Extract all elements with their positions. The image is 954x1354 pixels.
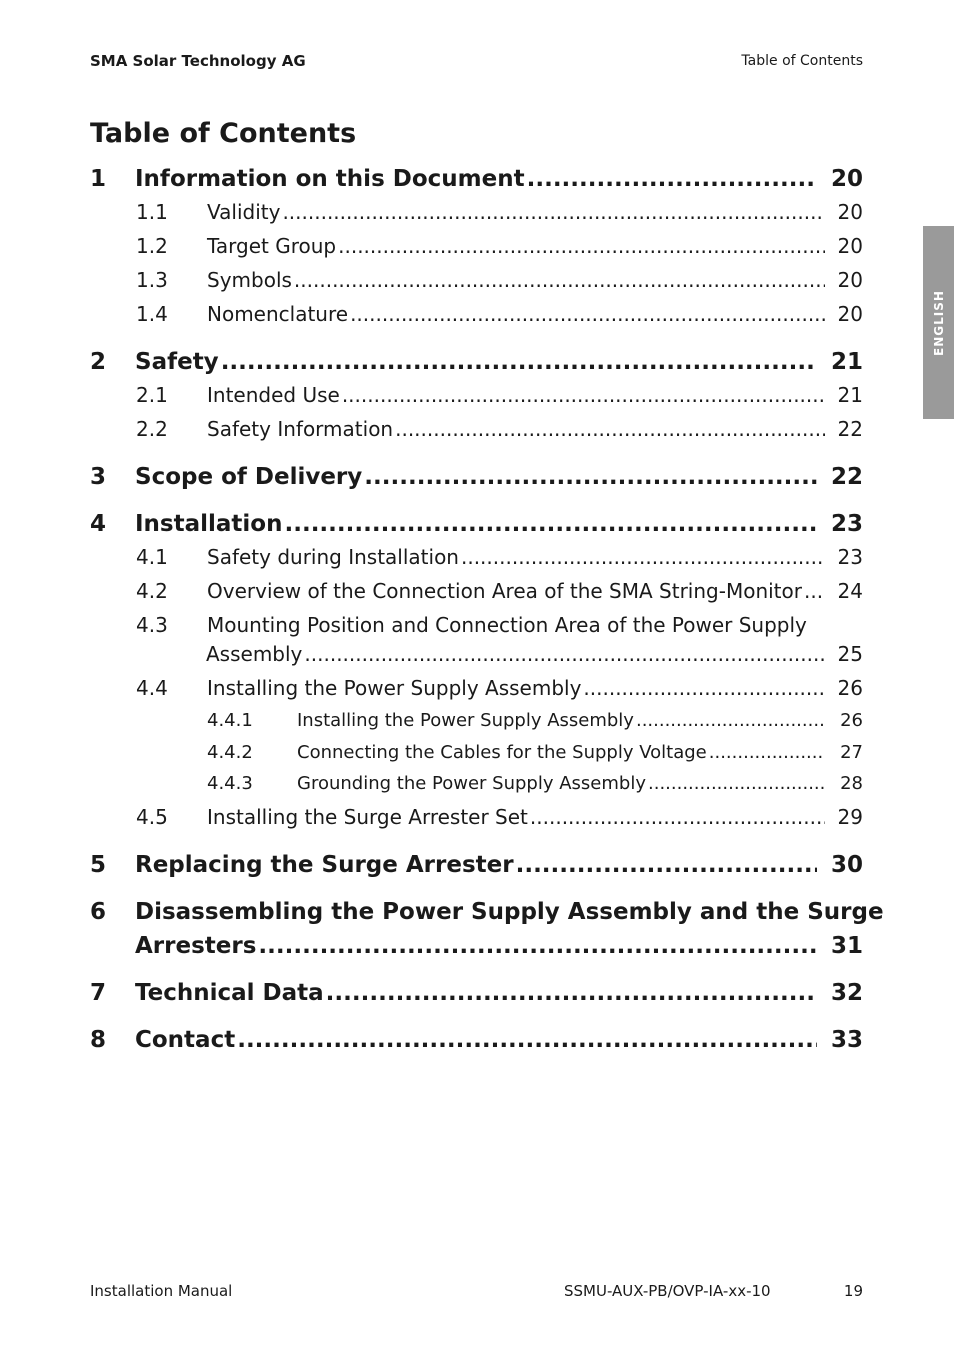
toc-leader bbox=[804, 579, 825, 603]
toc-leader bbox=[527, 166, 817, 192]
toc-number: 1 bbox=[90, 166, 107, 192]
toc-number: 7 bbox=[90, 979, 107, 1006]
toc-number: 4.4.1 bbox=[207, 710, 253, 731]
toc-title-continued: Arresters bbox=[135, 932, 257, 959]
toc-page: 33 bbox=[830, 1026, 863, 1053]
toc-page: 27 bbox=[840, 741, 863, 763]
toc-number: 1.2 bbox=[136, 234, 168, 258]
toc-title: Safety Information bbox=[207, 417, 394, 441]
toc-title: Technical Data bbox=[135, 979, 324, 1006]
toc-page: 30 bbox=[830, 851, 863, 878]
toc-number: 2.2 bbox=[136, 417, 168, 441]
toc-entry-2-1[interactable] bbox=[90, 383, 863, 417]
header-section: Table of Contents bbox=[741, 53, 863, 69]
toc-leader bbox=[338, 234, 825, 258]
toc-title: Safety bbox=[135, 349, 219, 375]
footer-doc-code: SSMU-AUX-PB/OVP-IA-xx-10 bbox=[564, 1282, 771, 1300]
toc-entry-4-3[interactable] bbox=[90, 613, 863, 642]
toc-number: 6 bbox=[90, 898, 107, 925]
toc-entry-1-2[interactable] bbox=[90, 234, 863, 268]
toc-title: Installing the Power Supply Assembly bbox=[297, 710, 634, 731]
toc-title: Replacing the Surge Arrester bbox=[135, 851, 514, 878]
toc-entry-1-3[interactable] bbox=[90, 268, 863, 302]
toc-entry-5[interactable] bbox=[90, 852, 863, 886]
toc-title: Connecting the Cables for the Supply Voltage bbox=[297, 741, 707, 763]
toc-title: Nomenclature bbox=[207, 302, 349, 326]
toc-title-continued: Assembly bbox=[206, 642, 303, 666]
toc-page: 21 bbox=[837, 383, 863, 407]
toc-title: Safety during Installation bbox=[207, 545, 459, 569]
toc-leader bbox=[284, 511, 817, 537]
toc-page: 25 bbox=[837, 642, 863, 666]
toc-leader bbox=[221, 349, 817, 375]
footer-page-number: 19 bbox=[843, 1282, 863, 1300]
toc-leader bbox=[350, 302, 825, 326]
toc-title: Disassembling the Power Supply Assembly and the Surge bbox=[135, 898, 884, 925]
toc-entry-6[interactable] bbox=[90, 898, 884, 933]
toc-title: Mounting Position and Connection Area of the Power Supply bbox=[207, 613, 807, 637]
toc-number: 4.5 bbox=[136, 804, 168, 829]
toc-number: 4.2 bbox=[136, 579, 168, 603]
toc-page: 22 bbox=[830, 464, 863, 490]
toc-number: 4.4.2 bbox=[207, 741, 253, 763]
toc-entry-4-5[interactable] bbox=[90, 805, 863, 839]
toc-title: Grounding the Power Supply Assembly bbox=[297, 773, 646, 794]
toc-title: Symbols bbox=[207, 268, 292, 292]
toc-title: Information on this Document bbox=[135, 166, 525, 192]
toc-leader bbox=[530, 805, 825, 829]
toc-entry-4-4-2[interactable] bbox=[90, 742, 863, 774]
toc-leader bbox=[258, 933, 817, 959]
toc-leader bbox=[282, 200, 825, 224]
toc-number: 2 bbox=[90, 349, 107, 375]
toc-page: 28 bbox=[840, 773, 863, 794]
toc-leader bbox=[364, 464, 817, 490]
toc-leader bbox=[516, 852, 817, 878]
language-tab bbox=[923, 226, 954, 419]
toc-number: 4.1 bbox=[136, 545, 168, 569]
toc-title: Overview of the Connection Area of the SMA String-Monitor bbox=[207, 579, 802, 603]
toc-title: Installation bbox=[135, 511, 283, 537]
toc-number: 4.3 bbox=[136, 613, 168, 637]
toc-number: 4.4.3 bbox=[207, 773, 253, 794]
toc-page: 23 bbox=[830, 511, 863, 537]
toc-title: Contact bbox=[135, 1026, 236, 1053]
toc-entry-4-1[interactable] bbox=[90, 545, 863, 579]
toc-leader bbox=[461, 545, 825, 569]
toc-entry-8[interactable] bbox=[90, 1027, 863, 1061]
toc-page: 23 bbox=[837, 545, 863, 569]
toc-entry-3[interactable] bbox=[90, 464, 863, 498]
toc-number: 1.1 bbox=[136, 200, 168, 224]
toc-page: 24 bbox=[837, 579, 863, 603]
toc-entry-1[interactable] bbox=[90, 166, 863, 200]
toc-page: 32 bbox=[830, 979, 863, 1006]
toc-title: Installing the Surge Arrester Set bbox=[207, 804, 528, 829]
toc-number: 3 bbox=[90, 464, 107, 490]
toc-entry-1-1[interactable] bbox=[90, 200, 863, 234]
toc-entry-4-2[interactable] bbox=[90, 579, 863, 613]
toc-leader bbox=[583, 676, 825, 700]
toc-number: 4 bbox=[90, 511, 107, 537]
toc-entry-7[interactable] bbox=[90, 980, 863, 1014]
toc-page: 22 bbox=[837, 417, 863, 441]
toc-number: 8 bbox=[90, 1026, 107, 1053]
toc-entry-4-4-3[interactable] bbox=[90, 773, 863, 805]
toc-number: 4.4 bbox=[136, 676, 168, 700]
toc-entry-2-2[interactable] bbox=[90, 417, 863, 451]
language-tab-label: ENGLISH bbox=[931, 289, 946, 356]
header-company: SMA Solar Technology AG bbox=[90, 52, 306, 70]
toc-page: 20 bbox=[830, 166, 863, 192]
toc-entry-4-4[interactable] bbox=[90, 676, 863, 710]
toc-page: 20 bbox=[837, 268, 863, 292]
toc-page: 20 bbox=[837, 200, 863, 224]
toc-entry-6-cont[interactable] bbox=[90, 933, 863, 967]
page-title: Table of Contents bbox=[90, 118, 357, 149]
toc-entry-4-4-1[interactable] bbox=[90, 710, 863, 742]
toc-leader bbox=[304, 642, 825, 666]
toc-number: 2.1 bbox=[136, 383, 168, 407]
toc-entry-1-4[interactable] bbox=[90, 302, 863, 336]
toc-list bbox=[90, 166, 884, 1061]
toc-page: 26 bbox=[840, 710, 863, 731]
toc-number: 5 bbox=[90, 851, 107, 878]
toc-page: 31 bbox=[830, 932, 863, 959]
toc-entry-4-3-cont[interactable] bbox=[90, 642, 863, 676]
toc-leader bbox=[237, 1027, 817, 1053]
toc-leader bbox=[636, 710, 825, 731]
toc-title: Target Group bbox=[207, 234, 337, 258]
toc-leader bbox=[395, 417, 825, 441]
toc-number: 1.4 bbox=[136, 302, 168, 326]
toc-leader bbox=[709, 742, 825, 763]
toc-title: Intended Use bbox=[207, 383, 340, 407]
toc-page: 21 bbox=[830, 349, 863, 375]
toc-leader bbox=[326, 980, 817, 1006]
toc-leader bbox=[648, 773, 825, 794]
toc-number: 1.3 bbox=[136, 268, 168, 292]
toc-leader bbox=[294, 268, 825, 292]
toc-title: Scope of Delivery bbox=[135, 464, 363, 490]
toc-page: 26 bbox=[837, 676, 863, 700]
toc-page: 29 bbox=[837, 804, 863, 829]
toc-leader bbox=[342, 383, 825, 407]
toc-entry-2[interactable] bbox=[90, 349, 863, 383]
toc-entry-4[interactable] bbox=[90, 511, 863, 545]
footer-doc-type: Installation Manual bbox=[90, 1282, 233, 1300]
toc-page: 20 bbox=[837, 302, 863, 326]
toc-page: 20 bbox=[837, 234, 863, 258]
toc-title: Validity bbox=[207, 200, 281, 224]
toc-title: Installing the Power Supply Assembly bbox=[207, 676, 582, 700]
